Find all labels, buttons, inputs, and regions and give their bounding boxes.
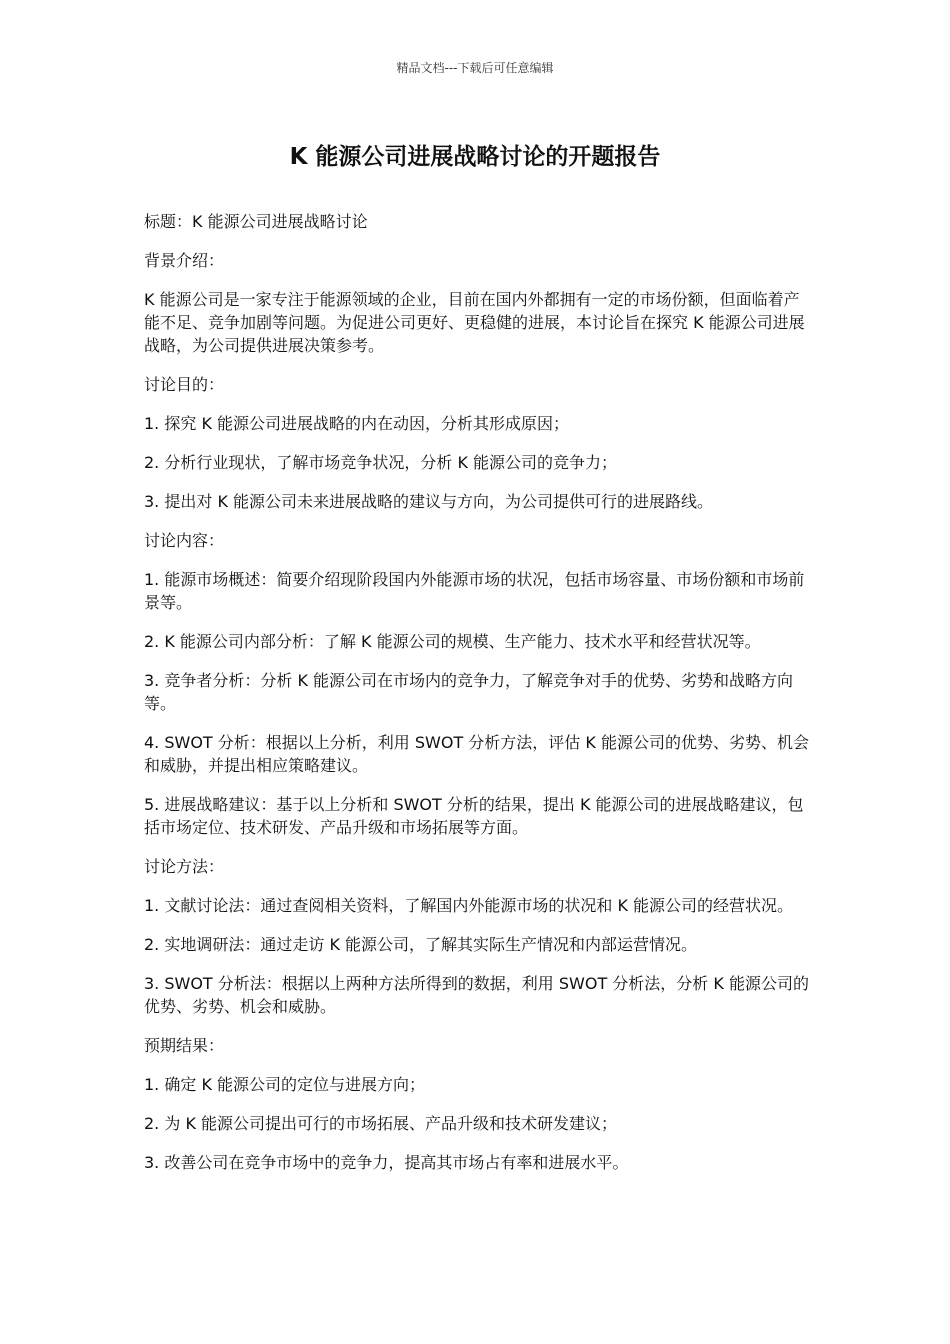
paragraph-topic: 标题：K 能源公司进展战略讨论 bbox=[144, 212, 368, 231]
list-item-result: 2. 为 K 能源公司提出可行的市场拓展、产品升级和技术研发建议； bbox=[144, 1114, 618, 1133]
heading-content: 讨论内容： bbox=[144, 531, 225, 550]
list-item-result: 3. 改善公司在竞争市场中的竞争力，提高其市场占有率和进展水平。 bbox=[144, 1153, 629, 1172]
list-item-objective: 2. 分析行业现状，了解市场竞争状况，分析 K 能源公司的竞争力； bbox=[144, 453, 618, 472]
heading-methods: 讨论方法： bbox=[144, 857, 225, 876]
list-item-content: 1. 能源市场概述：简要介绍现阶段国内外能源市场的状况，包括市场容量、市场份额和市场前景等。 bbox=[144, 570, 805, 612]
list-item-method: 1. 文献讨论法：通过查阅相关资料，了解国内外能源市场的状况和 K 能源公司的经营状况。 bbox=[144, 896, 794, 915]
document-title: K 能源公司进展战略讨论的开题报告 bbox=[289, 144, 661, 170]
list-item-objective: 1. 探究 K 能源公司进展战略的内在动因，分析其形成原因； bbox=[144, 414, 570, 433]
heading-background: 背景介绍： bbox=[144, 251, 225, 270]
list-item-content: 5. 进展战略建议：基于以上分析和 SWOT 分析的结果，提出 K 能源公司的进展战略建议，包括市场定位、技术研发、产品升级和市场拓展等方面。 bbox=[144, 795, 804, 837]
document-body bbox=[144, 210, 810, 1190]
heading-expected-results: 预期结果： bbox=[144, 1036, 225, 1055]
list-item-content: 4. SWOT 分析：根据以上分析，利用 SWOT 分析方法，评估 K 能源公司的优势、劣势、机会和威胁，并提出相应策略建议。 bbox=[144, 733, 809, 775]
paragraph-background: K 能源公司是一家专注于能源领域的企业，目前在国内外都拥有一定的市场份额，但面临着产能不足、竞争加剧等问题。为促进公司更好、更稳健的进展，本讨论旨在探究 K 能源公司进展战略，为公司提供进展决策参考。 bbox=[144, 290, 805, 355]
list-item-method: 3. SWOT 分析法：根据以上两种方法所得到的数据，利用 SWOT 分析法，分析 K 能源公司的优势、劣势、机会和威胁。 bbox=[144, 974, 809, 1016]
header-watermark: 精品文档---下载后可任意编辑 bbox=[396, 61, 554, 75]
list-item-content: 3. 竞争者分析：分析 K 能源公司在市场内的竞争力，了解竞争对手的优势、劣势和战略方向等。 bbox=[144, 671, 794, 713]
list-item-result: 1. 确定 K 能源公司的定位与进展方向； bbox=[144, 1075, 426, 1094]
list-item-objective: 3. 提出对 K 能源公司未来进展战略的建议与方向，为公司提供可行的进展路线。 bbox=[144, 492, 714, 511]
list-item-method: 2. 实地调研法：通过走访 K 能源公司，了解其实际生产情况和内部运营情况。 bbox=[144, 935, 698, 954]
heading-objectives: 讨论目的： bbox=[144, 375, 225, 394]
list-item-content: 2. K 能源公司内部分析：了解 K 能源公司的规模、生产能力、技术水平和经营状况等。 bbox=[144, 632, 761, 651]
